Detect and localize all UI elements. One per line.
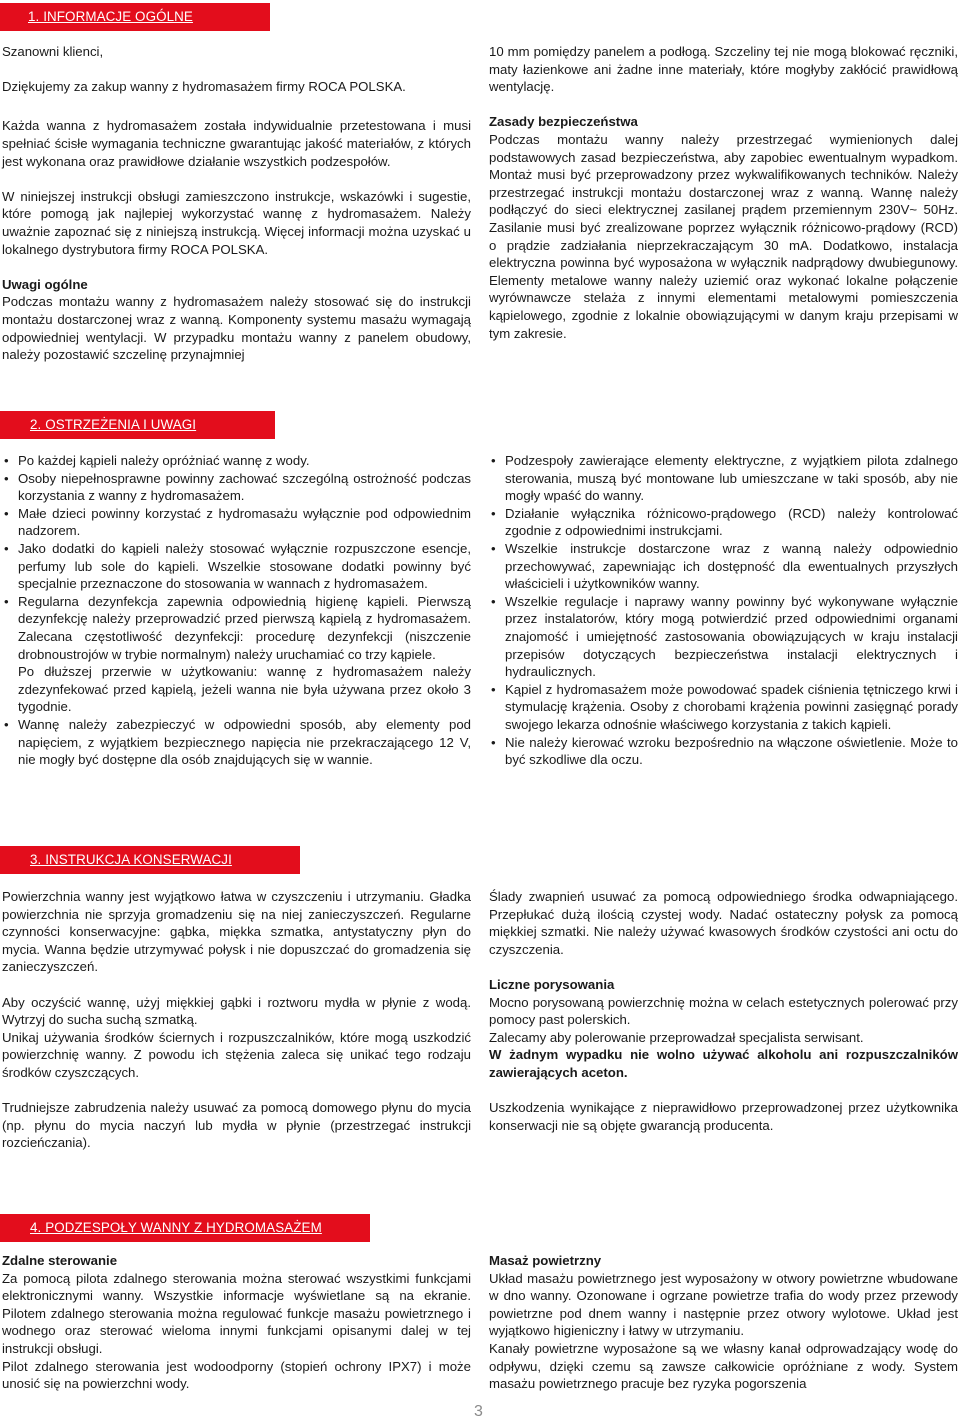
general-notes-text: Podczas montażu wanny z hydromasażem należy stosować się do instrukcji montażu dostarczonej wraz z wanną. Komponenty systemu masażu wymagają odpowiedniej wentylacji. W przypadku montażu wanny z panelem obudowy, należy pozostawić szczelinę przynajmniej bbox=[2, 294, 471, 363]
warning-note: Po dłuższej przerwie w użytkowaniu: wannę z hydromasażem należy zdezynfekować przed kąpielą, jeżeli wanna nie była używana przez około 3 tygodnie. bbox=[18, 664, 471, 715]
warranty-note: Uszkodzenia wynikające z nieprawidłowo przeprowadzonej przez użytkownika konserwacji nie są objęte gwarancją producenta. bbox=[489, 1100, 958, 1133]
scratches-title: Liczne porysowania bbox=[489, 976, 615, 992]
section-1-right-column bbox=[489, 43, 958, 342]
warning-item: • Regularna dezynfekcja zapewnia odpowiednią higienę kąpieli. Pierwszą dezynfekcję należy przeprowadzić przed pierwszą kąpielą z hydromasażem. Zalecana częstotliwość dezynfekcji: procedurę dezynfekcji (niszczenie drobnoustrojów w trybie normalnym) należy uruchamiać co trzy kąpiele. bbox=[4, 593, 471, 662]
greeting: Szanowni klienci, bbox=[2, 44, 104, 59]
section-3-right-column bbox=[489, 888, 958, 1134]
remote-control-title: Zdalne sterowanie bbox=[2, 1253, 118, 1268]
warning-item: • Nie należy kierować wzroku bezpośrednio na włączone oświetlenie. Może to być szkodliwe dla oczu. bbox=[491, 734, 958, 768]
remote-control-waterproof: Pilot zdalnego sterowania jest wodoodporny (stopień ochrony IPX7) i może unosić się na powierzchni wody. bbox=[2, 1358, 471, 1392]
section-4-left-column bbox=[2, 1252, 471, 1393]
section-1-heading: 1. INFORMACJE OGÓLNE bbox=[0, 3, 270, 31]
section-4-heading: 4. PODZESPOŁY WANNY Z HYDROMASAŻEM bbox=[0, 1214, 370, 1242]
section-4-right-column bbox=[489, 1252, 958, 1393]
limescale-text: Ślady zwapnień usuwać za pomocą odpowiedniego środka odwapniającego. Przepłukać dużą ilością czystej wody. Nadać ostateczny połysk za pomocą miękkiej szmatki. Nie należy używać kwasowych środków czystości ani octu do czyszczenia. bbox=[489, 889, 958, 957]
solvent-warning: W żadnym wypadku nie wolno używać alkoholu ani rozpuszczalników zawierających aceton. bbox=[489, 1047, 958, 1080]
section-2-right-column bbox=[487, 452, 958, 769]
safety-rules-title: Zasady bezpieczeństwa bbox=[489, 114, 638, 130]
page-number: 3 bbox=[474, 1403, 483, 1420]
warning-item: • Po każdej kąpieli należy opróżniać wannę z wody. bbox=[4, 453, 310, 468]
section-1-left-column bbox=[2, 43, 471, 364]
intro-paragraph: Każda wanna z hydromasażem została indywidualnie przetestowana i musi spełniać ścisłe wymagania techniczne gwarantując jakość materiałów, z których jest wykonana oraz prawidłowe działanie wszystkich podzespołów. bbox=[2, 118, 471, 169]
warning-item: • Małe dzieci powinny korzystać z hydromasażu wyłącznie pod odpowiednim nadzorem. bbox=[4, 505, 471, 539]
manual-paragraph: W niniejszej instrukcji obsługi zamieszczono instrukcje, wskazówki i sugestie, które pomogą jak najlepiej wykorzystać wannę z hydromasażem. Należy uważnie zapoznać się z niniejszą instrukcją. Więcej informacji można uzyskać u lokalnego dystrybutora firmy ROCA POLSKA. bbox=[2, 188, 471, 257]
air-massage-title: Masaż powietrzny bbox=[489, 1253, 602, 1268]
section-2-heading: 2. OSTRZEŻENIA I UWAGI bbox=[0, 411, 275, 439]
section-2-left-column bbox=[0, 452, 471, 769]
air-massage-text: Układ masażu powietrznego jest wyposażony w otwory powietrzne wbudowane w dno wanny. Ozonowane i ogrzane powietrze trafia do wody przez przewody powietrzne pod dnem wanny i następnie przez otwory wylotowe. Układ jest wyjątkowo higieniczny i łatwy w utrzymaniu. bbox=[489, 1270, 958, 1339]
cleaning-instructions: Aby oczyścić wannę, użyj miękkiej gąbki i roztworu mydła w płynie z wodą. Wytrzyj do sucha suchą szmatką. bbox=[2, 994, 471, 1028]
general-notes-continued: 10 mm pomiędzy panelem a podłogą. Szczeliny tej nie mogą blokować ręczniki, maty łazienkowe ani żadne inne materiały, które mogłyby zakłócić prawidłową wentylację. bbox=[489, 44, 958, 95]
safety-rules-text: Podczas montażu wanny należy przestrzegać wymienionych dalej podstawowych zasad bezpieczeństwa, aby zapobiec ewentualnym wypadkom. Montaż musi być przeprowadzony przez wykwalifikowanych techników. Należy przestrzegać instrukcji montażu dostarczonej wraz z wanną. Wannę należy podłączyć do sieci elektrycznej zasilanej prądem przemiennym 230V~ 50Hz. Zasilanie musi być zrealizowane poprzez wyłącznik różnicowo-prądowy (RCD) o prądzie zadziałania nieprzekraczającym 30 mA. Dodatkowo, instalacja elektryczna powinna być wyposażona w wyłącznik nadprądowy dwubiegunowy. Elementy metalowe wanny należy uziemić oraz wykonać lokalne połączenie wyrównawcze stelaża z innymi elementami metalowymi pomieszczenia kąpielowego, zgodnie z lokalnie obowiązującymi w danym kraju przepisami w tym zakresie. bbox=[489, 131, 958, 341]
warning-item: • Kąpiel z hydromasażem może powodować spadek ciśnienia tętniczego krwi i stymulację krążenia. Osoby z chorobami krążenia powinni zasięgnąć porady swojego lekarza odnośnie właściwego korzystania z takich kąpieli. bbox=[491, 681, 958, 732]
section-3-heading: 3. INSTRUKCJA KONSERWACJI bbox=[0, 846, 300, 874]
thanks-text: Dziękujemy za zakup wanny z hydromasażem firmy ROCA POLSKA. bbox=[2, 79, 406, 95]
section-3-left-column bbox=[2, 888, 471, 1152]
warning-item: • Jako dodatki do kąpieli należy stosować wyłącznie rozpuszczone esencje, perfumy lub sole do kąpieli. Wszelkie stosowane dodatki powinny być specjalnie przeznaczone do stosowania w wannach z hydromasażem. bbox=[4, 540, 471, 592]
stubborn-dirt-text: Trudniejsze zabrudzenia należy usuwać za pomocą domowego płynu do mycia (np. płynu do mycia naczyń lub mydła w płynie (przestrzegać instrukcji rozcieńczania). bbox=[2, 1100, 471, 1151]
warning-item: • Osoby niepełnosprawne powinny zachować szczególną ostrożność podczas korzystania z wanny z hydromasażem. bbox=[4, 470, 471, 504]
scratches-text: Mocno porysowaną powierzchnię można w celach estetycznych polerować przy pomocy past polerskich. bbox=[489, 994, 958, 1028]
air-channels-text: Kanały powietrzne wyposażone są we własny kanał odprowadzający wodę do odpływu, dzięki czemu są zawsze całkowicie opróżniane z wody. System masażu powietrznego pracuje bez ryzyka pogorszenia bbox=[489, 1340, 958, 1392]
polishing-recommendation: Zalecamy aby polerowanie przeprowadzał specjalista serwisant. bbox=[489, 1029, 864, 1045]
abrasives-warning: Unikaj używania środków ściernych i rozpuszczalników, które mogą uszkodzić powierzchnię wanny. Z powodu ich stężenia zaleca się unikać tego rodzaju środków czyszczących. bbox=[2, 1029, 471, 1080]
warning-item: • Wszelkie regulacje i naprawy wanny powinny być wykonywane wyłącznie przez instalatorów, który mogą potwierdzić przed odpowiednimi organami znajomość i umiejętność zastosowania obowiązujących w kraju instalacji przepisów dotyczących bezpieczeństwa instalacji elektrycznych i hydraulicznych. bbox=[491, 593, 958, 680]
general-notes-title: Uwagi ogólne bbox=[2, 276, 88, 292]
remote-control-text: Za pomocą pilota zdalnego sterowania można sterować wszystkimi funkcjami elektronicznymi wanny. Wszystkie informacje wyświetlane są na ekranie. Pilotem zdalnego sterowania można regulować funkcje masażu powietrznego i wodnego oraz sterować wieloma innymi funkcjami opisanymi dalej w tej instrukcji obsługi. bbox=[2, 1270, 471, 1356]
warning-item: • Wannę należy zabezpieczyć w odpowiedni sposób, aby elementy pod napięciem, z wyjątkiem bezpiecznego napięcia nie przekraczającego 12 V, nie mogły być dostępne dla osób znajdujących się w wannie. bbox=[4, 716, 471, 768]
warning-item: • Podzespoły zawierające elementy elektryczne, z wyjątkiem pilota zdalnego sterowania, muszą być montowane lub umieszczane w taki sposób, aby nie mogły wpaść do wanny. bbox=[491, 453, 958, 504]
maintenance-intro: Powierzchnia wanny jest wyjątkowo łatwa w czyszczeniu i utrzymaniu. Gładka powierzchnia nie sprzyja gromadzeniu się na niej zanieczyszczeń. Regularne czynności konserwacyjne: gąbka, miękka szmatka, antystatyczny płyn do mycia. Wanna będzie utrzymywać połysk i nie dopuszczać do gromadzenia się zanieczyszczeń. bbox=[2, 889, 471, 975]
warning-item: • Działanie wyłącznika różnicowo-prądowego (RCD) należy kontrolować zgodnie z odpowiednimi instrukcjami. bbox=[491, 505, 958, 539]
warning-item: • Wszelkie instrukcje dostarczone wraz z wanną należy odpowiednio przechowywać, zapewniając ich dostępność dla ewentualnych przyszłych właścicieli i użytkowników wanny. bbox=[491, 540, 958, 592]
